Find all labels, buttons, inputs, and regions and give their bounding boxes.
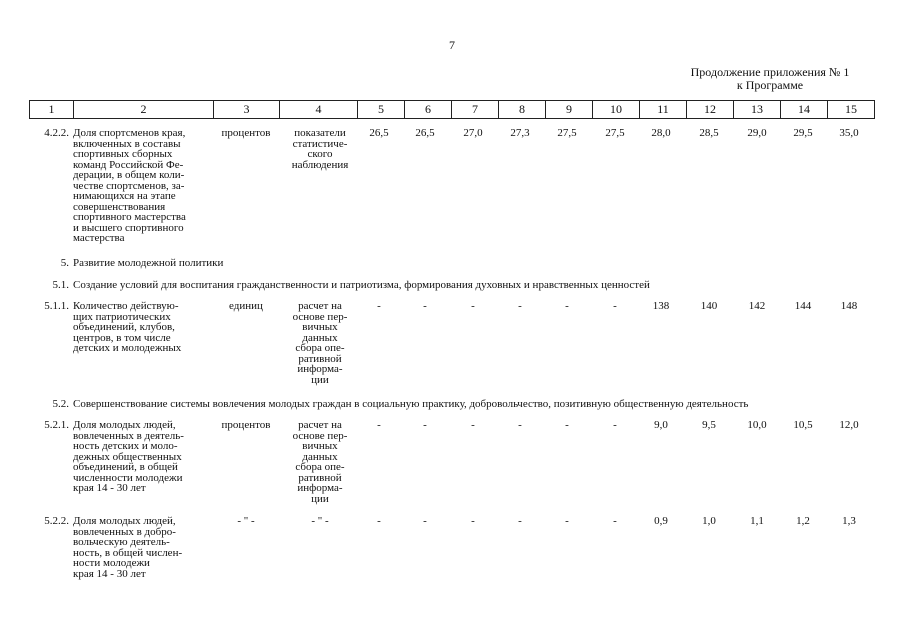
- text-line: показатели: [294, 127, 346, 139]
- data-source: [281, 420, 359, 504]
- text-line: ности молодежи: [73, 557, 150, 569]
- value-col-9: -: [565, 300, 569, 312]
- indicator-row-5-2-1: [29, 420, 874, 506]
- value-col-5: 26,5: [369, 127, 389, 139]
- text-line: сбора опе-: [295, 461, 345, 473]
- value-col-6: -: [423, 300, 427, 312]
- text-line: ции: [311, 373, 329, 386]
- header-col-5: 5: [358, 101, 405, 119]
- value-col-7: -: [471, 419, 475, 431]
- text-line: численности молодежи: [73, 471, 183, 484]
- header-col-6: 6: [405, 101, 452, 119]
- indicator-row-5-2-2: [29, 516, 874, 582]
- section-title: Создание условий для воспитания гражданственности и патриотизма, формирования духовных и нравственных ценностей: [73, 279, 650, 291]
- value-col-8: -: [518, 515, 522, 527]
- value-col-15: 148: [840, 300, 858, 312]
- value-col-15: 12,0: [839, 419, 859, 431]
- value-col-10: -: [613, 300, 617, 312]
- indicator-row-5-1-1: [29, 301, 874, 387]
- value-col-10: -: [613, 515, 617, 527]
- appendix-line-2: к Программе: [736, 78, 804, 92]
- value-col-6: -: [423, 515, 427, 527]
- value-col-9: -: [565, 419, 569, 431]
- value-col-7: -: [471, 515, 475, 527]
- value-col-9: -: [565, 515, 569, 527]
- header-col-4: 4: [280, 101, 358, 119]
- text-line: данных: [302, 450, 338, 463]
- text-line: честве спортсменов, за-: [73, 179, 185, 192]
- text-line: совершенствования: [73, 200, 166, 213]
- header-col-12: 12: [687, 101, 734, 119]
- row-code: 5.2.2.: [44, 515, 69, 527]
- text-line: Доля молодых людей,: [73, 419, 176, 431]
- text-line: статистиче-: [292, 137, 348, 150]
- header-col-2: 2: [74, 101, 214, 119]
- section-code: 5.2.: [52, 398, 69, 410]
- text-line: данных: [302, 331, 338, 344]
- value-col-11: 28,0: [651, 127, 671, 139]
- text-line: ского: [307, 148, 333, 160]
- text-line: Доля молодых людей,: [73, 515, 176, 527]
- section-code: 5.: [60, 257, 69, 269]
- value-col-13: 142: [748, 300, 766, 312]
- text-line: края 14 - 30 лет: [73, 482, 146, 494]
- text-line: мастерства: [73, 232, 125, 244]
- section-code: 5.1.: [52, 279, 69, 291]
- header-col-10: 10: [593, 101, 640, 119]
- unit-of-measure: единиц: [229, 300, 263, 312]
- text-line: вовлеченных в добро-: [73, 525, 176, 538]
- text-line: щих патриотических: [73, 310, 171, 323]
- text-line: информа-: [297, 363, 343, 375]
- value-col-6: -: [423, 419, 427, 431]
- text-line: детских и молодежных: [73, 342, 182, 354]
- indicator-name: [73, 301, 213, 354]
- value-col-8: -: [518, 300, 522, 312]
- text-line: объединений, клубов,: [73, 321, 175, 333]
- text-line: - " -: [311, 515, 329, 527]
- indicator-name: [73, 420, 213, 494]
- appendix-caption: [640, 66, 900, 92]
- value-col-8: -: [518, 419, 522, 431]
- text-line: вичных: [302, 440, 338, 452]
- data-source: [281, 128, 359, 170]
- section-title: Совершенствование системы вовлечения молодых граждан в социальную практику, добровольчество, позитивную общественную деятельность: [73, 398, 749, 410]
- text-line: расчет на: [298, 300, 342, 312]
- column-number-header: [29, 100, 875, 119]
- text-line: расчет на: [298, 419, 342, 431]
- value-col-5: -: [377, 419, 381, 431]
- value-col-9: 27,5: [557, 127, 577, 139]
- unit-of-measure: процентов: [221, 419, 271, 431]
- text-line: дерации, в общем коли-: [73, 169, 185, 181]
- text-line: и высшего спортивного: [73, 221, 184, 234]
- text-line: вовлеченных в деятель-: [73, 429, 184, 442]
- value-col-12: 1,0: [702, 515, 716, 527]
- header-col-14: 14: [781, 101, 828, 119]
- value-col-13: 29,0: [747, 127, 767, 139]
- text-line: ность детских и моло-: [73, 440, 178, 452]
- header-col-7: 7: [452, 101, 499, 119]
- text-line: нимающихся на этапе: [73, 190, 176, 202]
- text-line: основе пер-: [292, 310, 348, 323]
- value-col-14: 144: [794, 300, 812, 312]
- text-line: вольческую деятель-: [73, 536, 170, 548]
- value-col-10: 27,5: [605, 127, 625, 139]
- value-col-7: 27,0: [463, 127, 483, 139]
- value-col-14: 1,2: [796, 515, 810, 527]
- value-col-5: -: [377, 300, 381, 312]
- unit-of-measure: - " -: [237, 515, 255, 527]
- value-col-12: 140: [700, 300, 718, 312]
- text-line: центров, в том числе: [73, 331, 171, 344]
- value-col-11: 0,9: [654, 515, 668, 527]
- value-col-7: -: [471, 300, 475, 312]
- header-col-15: 15: [828, 101, 875, 119]
- text-line: основе пер-: [292, 429, 348, 442]
- text-line: сбора опе-: [295, 342, 345, 354]
- text-line: включенных в составы: [73, 137, 181, 150]
- header-col-1: 1: [30, 101, 74, 119]
- header-col-9: 9: [546, 101, 593, 119]
- text-line: Количество действую-: [73, 300, 179, 312]
- indicator-name: [73, 128, 213, 244]
- text-line: команд Российской Фе-: [73, 158, 184, 171]
- value-col-15: 35,0: [839, 127, 859, 139]
- text-line: ративной: [298, 471, 342, 484]
- text-line: дежных общественных: [73, 450, 182, 463]
- data-source: [281, 516, 359, 527]
- indicator-row-4-2-2: [29, 128, 874, 248]
- text-line: ративной: [298, 352, 342, 365]
- header-col-13: 13: [734, 101, 781, 119]
- value-col-15: 1,3: [842, 515, 856, 527]
- value-col-6: 26,5: [415, 127, 435, 139]
- value-col-14: 10,5: [793, 419, 813, 431]
- value-col-5: -: [377, 515, 381, 527]
- text-line: Доля спортсменов края,: [73, 127, 186, 139]
- indicator-name: [73, 516, 213, 579]
- value-col-11: 9,0: [654, 419, 668, 431]
- value-col-13: 10,0: [747, 419, 767, 431]
- value-col-10: -: [613, 419, 617, 431]
- value-col-11: 138: [652, 300, 670, 312]
- section-title: Развитие молодежной политики: [73, 257, 224, 269]
- text-line: края 14 - 30 лет: [73, 567, 146, 580]
- text-line: спортивных сборных: [73, 148, 173, 160]
- text-line: спортивного мастерства: [73, 211, 186, 223]
- text-line: ции: [311, 492, 329, 505]
- text-line: объединений, в общей: [73, 461, 178, 473]
- text-line: наблюдения: [291, 158, 349, 171]
- value-col-12: 28,5: [699, 127, 719, 139]
- text-line: информа-: [297, 482, 343, 494]
- text-line: ность, в общей числен-: [73, 546, 183, 559]
- header-col-3: 3: [214, 101, 280, 119]
- page-number: 7: [449, 38, 455, 52]
- unit-of-measure: процентов: [221, 127, 271, 139]
- appendix-line-1: Продолжение приложения № 1: [690, 65, 850, 79]
- header-col-11: 11: [640, 101, 687, 119]
- header-col-8: 8: [499, 101, 546, 119]
- data-source: [281, 301, 359, 385]
- row-code: 4.2.2.: [44, 127, 69, 139]
- row-code: 5.2.1.: [44, 419, 69, 431]
- value-col-8: 27,3: [510, 127, 530, 139]
- text-line: вичных: [302, 321, 338, 333]
- value-col-13: 1,1: [750, 515, 764, 527]
- value-col-14: 29,5: [793, 127, 813, 139]
- value-col-12: 9,5: [702, 419, 716, 431]
- row-code: 5.1.1.: [44, 300, 69, 312]
